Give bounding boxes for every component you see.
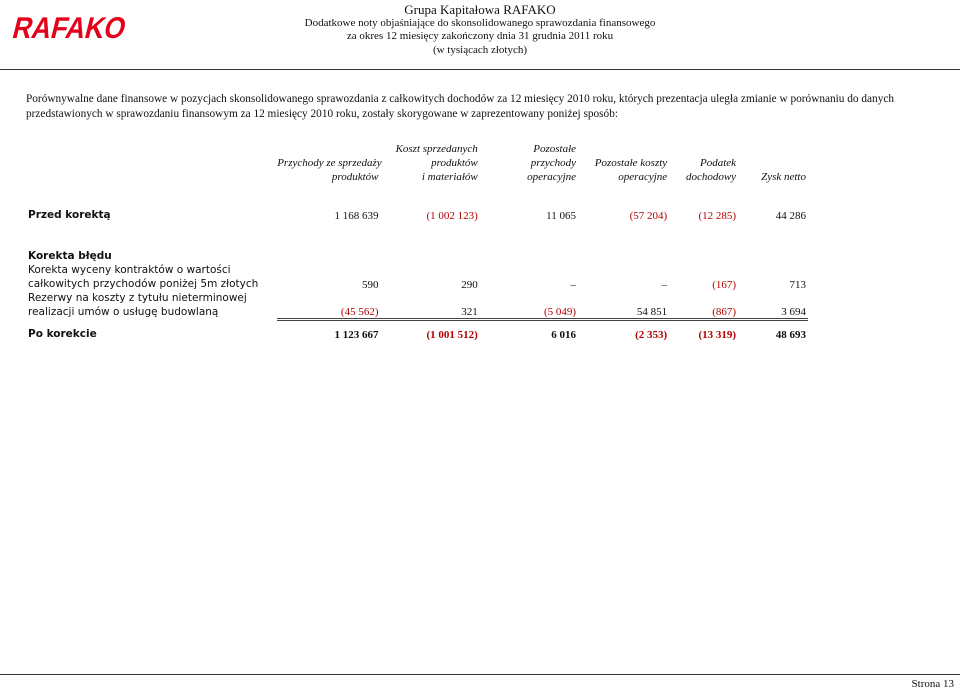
table-row-before-correction (28, 207, 808, 222)
header-empty (28, 138, 277, 184)
intro-paragraph: Porównywalne dane finansowe w pozycjach skonsolidowanego sprawozdania z całkowitych dochodów za 12 miesięcy 2010 roku, których prezentacja uległa zmianie w porównaniu do danych przedstawionych w sprawozdaniu finansowym za 12 miesięcy 2010 roku, zostały skorygowane w zaprezentowany poniżej sposób: (26, 93, 895, 120)
col-header-net-profit: Zysk netto (761, 171, 806, 183)
cell-corr2-tax: (867) (669, 291, 738, 319)
cell-after-other-income: 6 016 (551, 329, 577, 341)
cell-corr2-net: 3 694 (738, 291, 808, 319)
row-label-correction-1: Korekta wyceny kontraktów o wartości całkowitych przychodów poniżej 5m złotych (28, 264, 259, 290)
spacer-row (28, 222, 808, 249)
header-line-2: Dodatkowe noty objaśniające do skonsolidowanego sprawozdania finansowego (304, 17, 656, 29)
row-label-before: Przed korektą (28, 209, 111, 221)
cell-corr1-net: 713 (789, 279, 806, 291)
cell-after-other-expenses: (2 353) (635, 329, 668, 341)
col-header-other-income: Pozostałe przychody operacyjne (527, 143, 577, 183)
cell-before-net: 44 286 (775, 210, 806, 222)
cell-corr1-cost: 290 (461, 279, 478, 291)
row-label-after: Po korekcie (28, 328, 97, 340)
table-row-section (28, 249, 808, 263)
header-divider (0, 69, 960, 70)
cell-after-tax: (13 319) (698, 329, 737, 341)
cell-after-net: 48 693 (775, 329, 806, 341)
cell-corr1-revenue: 590 (362, 279, 379, 291)
footer-divider (0, 674, 960, 675)
cell-corr1-other-income: – (570, 279, 577, 291)
restatement-table (28, 138, 808, 341)
section-label-error-correction: Korekta błędu (28, 250, 112, 262)
page-number: Strona 13 (911, 678, 954, 690)
cell-after-cost: (1 001 512) (426, 329, 478, 341)
cell-corr1-other-expenses: – (661, 279, 668, 291)
header-company: Grupa Kapitałowa RAFAKO (404, 2, 556, 17)
cell-corr1-tax: (167) (712, 279, 737, 291)
row-label-correction-2: Rezerwy na koszty z tytułu nieterminowej realizacji umów o usługę budowlaną (28, 292, 247, 318)
table-header-row (28, 138, 808, 184)
col-header-cost-of-sales: Koszt sprzedanych produktów i materiałów (395, 143, 478, 183)
col-header-revenue: Przychody ze sprzedaży produktów (277, 157, 382, 183)
cell-before-other-income: 11 065 (546, 210, 577, 222)
cell-corr2-cost: 321 (381, 291, 480, 319)
table-row-correction-2 (28, 291, 808, 319)
cell-before-cost: (1 002 123) (426, 210, 478, 222)
table-row-correction-1 (28, 263, 808, 291)
cell-before-other-expenses: (57 204) (629, 210, 668, 222)
col-header-other-expenses: Pozostałe koszty operacyjne (594, 157, 668, 183)
rafako-logo (6, 2, 145, 46)
document-header (240, 2, 720, 57)
cell-before-tax: (12 285) (698, 210, 737, 222)
col-header-income-tax: Podatek dochodowy (685, 157, 737, 183)
svg-text:RAFAKO: RAFAKO (9, 11, 145, 45)
cell-corr2-other-income: (5 049) (480, 291, 578, 319)
cell-corr2-other-expenses: 54 851 (578, 291, 669, 319)
cell-after-revenue: 1 123 667 (334, 329, 379, 341)
spacer-row (28, 184, 808, 207)
cell-before-revenue: 1 168 639 (334, 210, 379, 222)
table-row-after-correction (28, 319, 808, 341)
cell-corr2-revenue: (45 562) (277, 291, 380, 319)
header-line-4: (w tysiącach złotych) (432, 43, 528, 56)
header-line-3: za okres 12 miesięcy zakończony dnia 31 grudnia 2011 roku (346, 30, 614, 43)
